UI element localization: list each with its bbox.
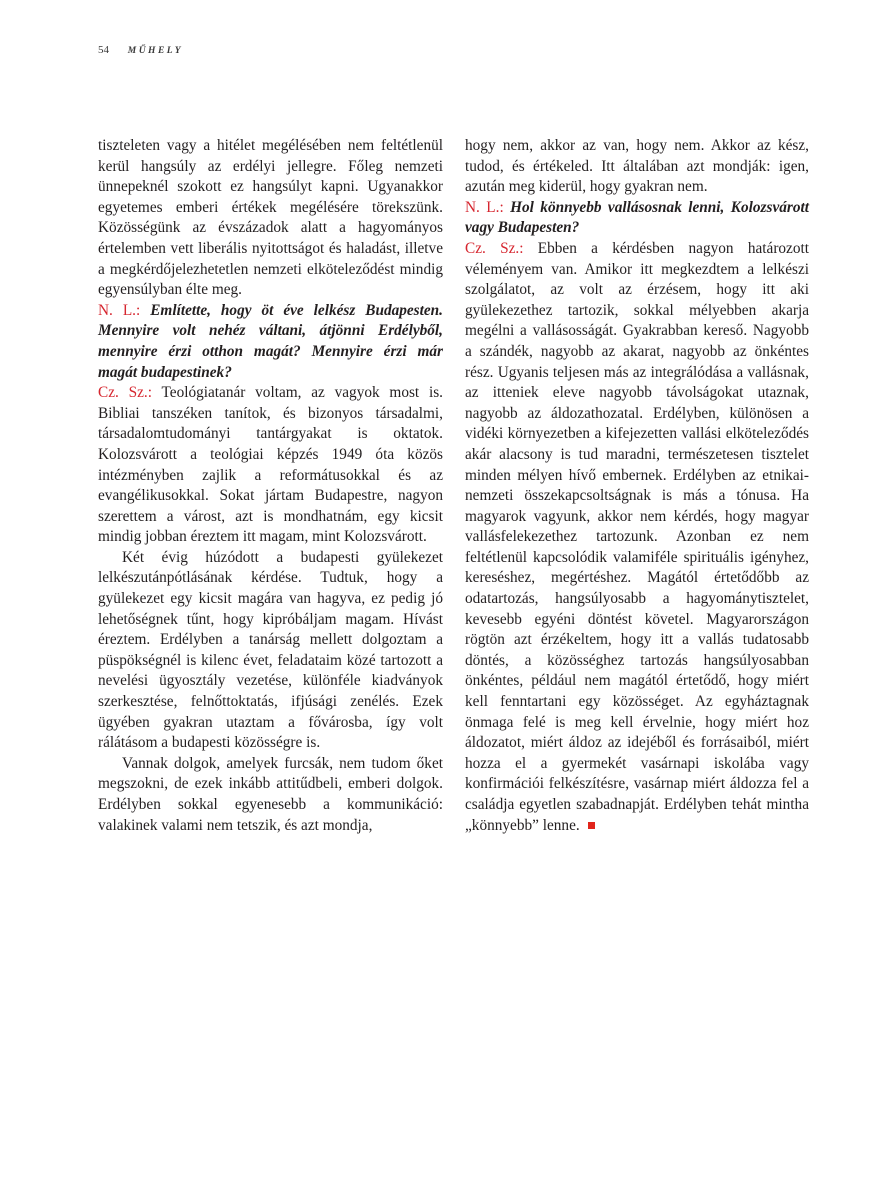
speaker-label: Cz. Sz.: xyxy=(98,384,152,402)
paragraph: hogy nem, akkor az van, hogy nem. Akkor az kész, tudod, és értékeled. Itt általában azt mondják: igen, azután meg kiderül, hogy gyakran nem. xyxy=(465,137,809,196)
page-number: 54 xyxy=(98,44,109,56)
question xyxy=(465,198,809,239)
speaker-label: Cz. Sz.: xyxy=(465,239,524,257)
speaker-label: N. L.: xyxy=(98,301,141,319)
end-of-article-mark-icon xyxy=(588,822,595,829)
question-text: Hol könnyebb vallásosnak lenni, Kolozsvárott vagy Budapesten? xyxy=(465,198,809,237)
answer xyxy=(465,239,809,836)
left-column xyxy=(98,136,443,836)
right-column xyxy=(465,136,809,836)
answer-text: Teológiatanár voltam, az vagyok most is. Bibliai tanszéken tanítok, és bizonyos társadalmi, társadalomtudományi tantárgyakat is oktatok. Kolozsvárott a teológiai képzés 1949 óta közös intézményben zajlik a reformátusokkal és az evangélikusokkal. Sokat jártam Budapestre, nagyon szerettem a várost, azt is mondhatnám, egy kicsit mindig jobban éreztem itt magam, mint Kolozsvárott. xyxy=(98,384,443,546)
paragraph: Vannak dolgok, amelyek furcsák, nem tudom őket megszokni, de ezek inkább attitűdbeli, emberi dolgok. Erdélyben sokkal egyenesebb a kommunikáció: valakinek valami nem tetszik, és azt mondja, xyxy=(98,754,443,834)
paragraph: tiszteleten vagy a hitélet megélésében nem feltétlenül kerül hangsúly az erdélyi jellegre. Főleg nemzeti ünnepeknél szokott ez hangsúlyt kapni. Ugyanakkor egyetemes emberi értékek megélésére törekszünk. Közösségünk az évszázadok alatt a hagyományos értelemben vett liberális nyitottságot és haladást, illetve a megkérdőjelezhetetlen nemzeti elköteleződést mindig egyensúlyban élte meg. xyxy=(98,137,443,299)
section-title: MŰHELY xyxy=(127,46,184,56)
running-head xyxy=(98,44,183,56)
question xyxy=(98,301,443,383)
question-text: Említette, hogy öt éve lelkész Budapesten. Mennyire volt nehéz váltani, átjönni Erdélyből, mennyire érzi otthon magát? Mennyire érzi már magát budapestinek? xyxy=(98,301,444,381)
answer xyxy=(98,383,443,548)
speaker-label: N. L.: xyxy=(465,198,504,216)
paragraph: Két évig húzódott a budapesti gyülekezet lelkészutánpótlásának kérdése. Tudtuk, hogy a gyülekezet egy kicsit magára van hagyva, ez pedig jó lehetőségnek tűnt, hogy kipróbáljam magam. Hívást éreztem. Erdélyben a tanárság mellett dolgoztam a püspökségnél is kilenc évet, feladataim közé tartozott a nevelési ügyosztály vezetése, különféle kiadványok szerkesztése, felnőttoktatás, ifjúsági zenélés. Ezek ügyében gyakran utaztam a fővárosba, így volt rálátásom a budapesti közösségre is. xyxy=(98,548,443,752)
answer-text: Ebben a kérdésben nagyon határozott véleményem van. Amikor itt megkezdtem a lelkészi szolgálatot, az volt az érzésem, hogy itt aki gyülekezethez tartozik, sokkal mélyebben akarja megélni a vallásosságát. Gyakrabban kereső. Nagyobb a szándék, nagyobb az akarat, nagyobb az önkéntes rész. Ugyanis teljesen más az integrálódása a vallásnak, az itteniek eleve nagyobb távolságokat utaznak, nagyobb az áldozathozatal. Erdélyben, különösen a vidéki környezetben a kifejezetten vallási elköteleződés akár alacsony is tud maradni, természetesen tisztelet minden mélyen hívő embernek. Erdélyben az etnikai-nemzeti összekapcsoltságnak is más a tónusa. Ha magyarok vagyunk, akkor nem kérdés, hogy magyar vallásfelekezethez tartozunk. Azonban ez nem feltétlenül kapcsolódik valamiféle spirituális igényhez, kereséshez, megértéshez. Magától értetődőbb az odatartozás, hangsúlyosabb a hagyománytisztelet, kevesebb egyéni döntést követel. Magyarországon rögtön azt érzékeltem, hogy itt a vallás tudatosabb döntés, a közösséghez tartozás hangsúlyosabban önkéntes, például nem magától értetődő, hogy miért kell fenntartani egy közösséget. Az egyháztagnak önmaga felé is meg kell érvelnie, hogy miért hoz áldozatot, miért áldoz az idejéből és forrásaiból, miért hozza el a gyermekét vasárnapi iskolába vagy konfirmációi felkészítésre, vasárnap miért áldozza fel a családja egyetlen szabadnapját. Erdélyben tehát mintha „könnyebb” lenne. xyxy=(465,239,809,834)
